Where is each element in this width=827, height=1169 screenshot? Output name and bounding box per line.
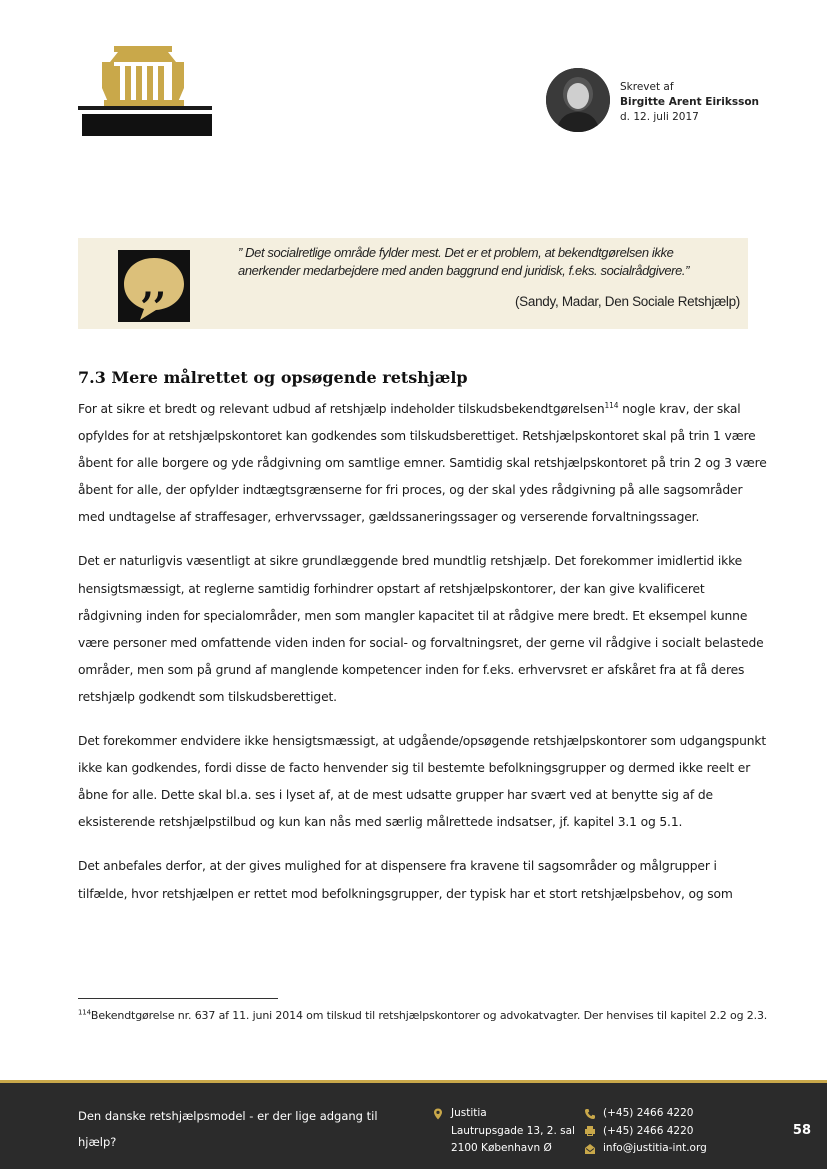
footer-phone[interactable]: (+45) 2466 4220 (603, 1107, 694, 1119)
paragraph: Det anbefales derfor, at der gives mulighed for at dispensere fra kravene til sagsområder og målgrupper i tilfælde, hvor retshjælpen er rettet mod befolkningsgrupper, der typisk har et stort retshjælpsbehov, og som (78, 859, 733, 901)
footnote-number: 114 (78, 1008, 91, 1017)
email-icon (584, 1143, 596, 1155)
footer-contact (584, 1105, 707, 1158)
footer-fax[interactable]: (+45) 2466 4220 (603, 1124, 694, 1137)
body-text (78, 396, 768, 925)
footer-org: Justitia (451, 1107, 487, 1119)
author-label: Skrevet af (620, 81, 674, 93)
author-name: Birgitte Arent Eiriksson (620, 96, 760, 108)
svg-text:,,: ,, (141, 264, 167, 306)
page-number: 58 (792, 1123, 811, 1138)
footnote-divider (78, 998, 278, 999)
quote-bubble-icon (118, 250, 190, 322)
paragraph: For at sikre et bredt og relevant udbud af retshjælp indeholder tilskudsbekendtgørelsen$^{114}$ nogle krav, der skal opfyldes for at retshjælpskontoret kan godkendes som tilskudsberettiget. Retshjælpskontoret skal på trin 1 være åbent for alle borgere og yde rådgivning om samtlige emner. Samtidig skal retshjælpskontoret på trin 2 og 3 være åbent for alle, der opfylder indtægtsgrænserne for fri proces, og der skal ydes rådgivning på alle sagsområder med undtagelse af straffesager, erhvervssager, gældssaneringssager og verserende forvaltningssager. (78, 400, 767, 525)
justitia-logo (78, 44, 214, 136)
footer-street: Lautrupsgade 13, 2. sal (451, 1124, 575, 1137)
fax-icon (584, 1125, 596, 1137)
footnote-ref[interactable]: 114 (604, 400, 619, 410)
author-avatar (546, 68, 610, 132)
location-pin-icon (432, 1108, 444, 1120)
paragraph: Det er naturligvis væsentligt at sikre grundlæggende bred mundtlig retshjælp. Det forekommer imidlertid ikke hensigtsmæssigt, at reglerne samtidig forhindrer opstart af retshjælpskontorer, der kan give kvalificeret rådgivning inden for specialområder, men som mangler kapacitet til at rådgive mere bredt. Et eksempel kunne være personer med omfattende viden inden for social- og forvaltningsret, der gerne vil rådgive i socialt belastede områder, men som på grund af manglende kompetencer inden for f.eks. erhvervsret er afskåret fra at få deres retshjælp godkendt som tilskudsberettiget. (78, 554, 764, 704)
quote-source: (Sandy, Madar, Den Sociale Retshjælp) (514, 294, 740, 309)
footer-city: 2100 København Ø (451, 1142, 552, 1154)
quote-text: ” Det socialretlige område fylder mest. Det er et problem, at bekendtgørelsen ikke anerkender medarbejdere med anden baggrund end juridisk, f.eks. socialrådgivere.” (238, 245, 690, 278)
paragraph: Det forekommer endvidere ikke hensigtsmæssigt, at udgående/opsøgende retshjælpskontorer som udgangspunkt ikke kan godkendes, fordi disse de facto henvender sig til bestemte befolkningsgrupper og dermed ikke reelt er åbne for alle. Dette skal bl.a. ses i lyset af, at de mest udsatte grupper har svært ved at benytte sig af de eksisterende retshjælpstilbud og kun kan nås med særlig målrettede indsatser, jf. kapitel 3.1 og 5.1. (78, 734, 767, 830)
footnote (78, 1008, 768, 1024)
footer-title: Den danske retshjælpsmodel - er der lige adgang til hjælp? (78, 1109, 378, 1149)
section-heading: 7.3 Mere målrettet og opsøgende retshjælp (78, 368, 468, 387)
footer-email[interactable]: info@justitia-int.org (603, 1142, 707, 1154)
quote-box (78, 238, 748, 329)
author-date: d. 12. juli 2017 (620, 111, 699, 123)
footer-address (432, 1105, 575, 1158)
footnote-text: Bekendtgørelse nr. 637 af 11. juni 2014 om tilskud til retshjælpskontorer og advokatvagter. Der henvises til kapitel 2.2 og 2.3. (90, 1009, 768, 1022)
page-footer (0, 1080, 827, 1169)
phone-icon (584, 1108, 596, 1120)
author-info (620, 80, 759, 125)
